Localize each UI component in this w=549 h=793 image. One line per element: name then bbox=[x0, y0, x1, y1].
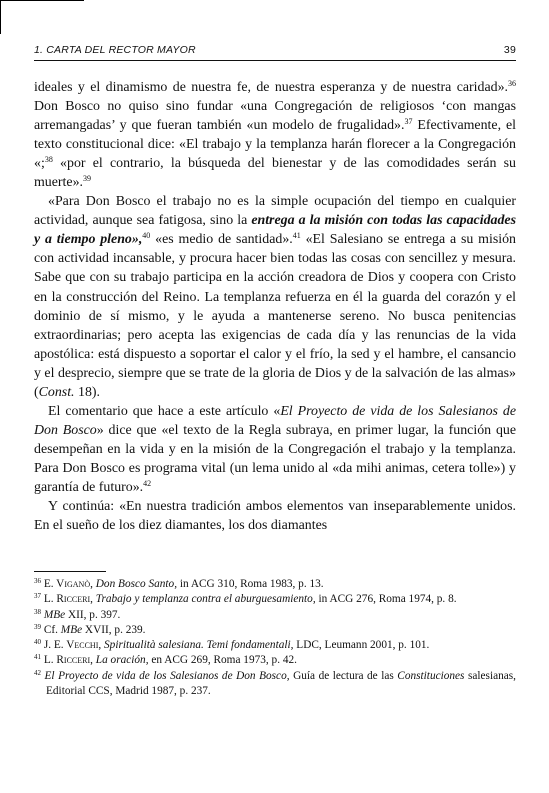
citation: Const. bbox=[38, 384, 75, 400]
paragraph-2: «Para Don Bosco el trabajo no es la simple ocupación del tiempo en cualquier actividad, aunque sea fatigosa, sino la entrega a la misión con todas las capacidades y a tiempo pleno»,$^{40}$ «es medio de santidad».$^{41}$ «El Salesiano se entrega a su misión con actividad incansable, y procura hacer bien todas las cosas con sencillez y mesura. Sabe que con su trabajo participa en la acción creadora de Dios y coopera con Cristo en la construcción del Reino. La templanza refuerza en él la guarda del corazón y el dominio de sí mismo, y le ayuda a mantenerse sereno. No busca penitencias extraordinarias; pero acepta las exigencias de cada día y las renuncias de la vida apostólica: está dispuesto a soportar el calor y el frío, la sed y el hambre, el cansancio y el desprecio, siempre que se trate de la gloria de Dios y de la salvación de las almas» (Const. 18). bbox=[34, 194, 516, 400]
emphasis: entrega a la misión con todas las capacidades y a tiempo pleno», bbox=[34, 213, 516, 248]
header-rule bbox=[34, 60, 516, 61]
footnote-ref: 42 bbox=[143, 478, 152, 488]
book-title: El Proyecto de vida de los Salesianos de Don Bosco bbox=[34, 403, 517, 438]
footnote: $^{38}$ MBe XII, p. 397. bbox=[34, 607, 121, 621]
footnote: $^{41}$ L. Ricceri, La oración, en ACG 269, Roma 1973, p. 42. bbox=[34, 653, 297, 667]
footnote-ref: 36 bbox=[508, 79, 516, 88]
footnote-ref: 38 bbox=[44, 155, 53, 165]
paragraph-3: El comentario que hace a este artículo «El Proyecto de vida de los Salesianos de Don Bosco» dice que «el texto de la Regla subraya, en primer lugar, la función que desempeñan en la vida y en la misión de la Congregación el trabajo y la templanza. Para Don Bosco es programa vital (un lema unido al «da mihi animas, cetera tolle») y garantía de futuro».$^{42}$ bbox=[34, 403, 517, 495]
footnote-rule bbox=[34, 571, 106, 572]
footnote-ref: 39 bbox=[82, 174, 91, 184]
crop-mark-top bbox=[0, 0, 84, 1]
footnote: $^{40}$ J. E. Vecchi, Spiritualità salesiana. Temi fondamentali, LDC, Leumann 2001, p. 101. bbox=[34, 638, 430, 652]
footnote-ref: 40 bbox=[142, 231, 151, 241]
footnote-ref: 41 bbox=[292, 231, 301, 241]
paragraph-4: Y continúa: «En nuestra tradición ambos elementos van inseparablemente unidos. En el sueño de los diez diamantes, los dos diamantes bbox=[34, 499, 516, 534]
body-text bbox=[34, 78, 516, 535]
paragraph-1: ideales y el dinamismo de nuestra fe, de nuestra esperanza y de nuestra caridad».$^{36}$ Don Bosco no quiso sino fundar «una Congregación de religiosos ‘con mangas arremangadas’ y que fueran también «un modelo de frugalidad».$^{37}$ Efectivamente, el texto constitucional dice: «El trabajo y la templanza harán florecer a la Congregación «;$^{38}$ «por el contrario, la búsqueda del bienestar y de las comodidades serán su muerte».$^{39}$ bbox=[34, 79, 516, 191]
footnote: $^{42}$ El Proyecto de vida de los Salesianos de Don Bosco, Guía de lectura de las Constituciones salesianas, Editorial CCS, Madrid 1987, p. 237. bbox=[34, 668, 516, 698]
footnote: $^{39}$ Cf. MBe XVII, p. 239. bbox=[34, 622, 146, 636]
footnote: $^{37}$ L. Ricceri, Trabajo y templanza contra el aburguesamiento, in ACG 276, Roma 1974, p. 8. bbox=[34, 592, 457, 606]
page-number: 39 bbox=[503, 44, 516, 56]
footnote: $^{36}$ E. Viganò, Don Bosco Santo, in ACG 310, Roma 1983, p. 13. bbox=[34, 577, 324, 590]
crop-mark-left bbox=[0, 0, 1, 34]
footnote-ref: 37 bbox=[404, 117, 413, 127]
footnotes bbox=[34, 577, 516, 699]
running-header bbox=[34, 40, 516, 58]
running-title: 1. CARTA DEL RECTOR MAYOR bbox=[34, 44, 196, 56]
